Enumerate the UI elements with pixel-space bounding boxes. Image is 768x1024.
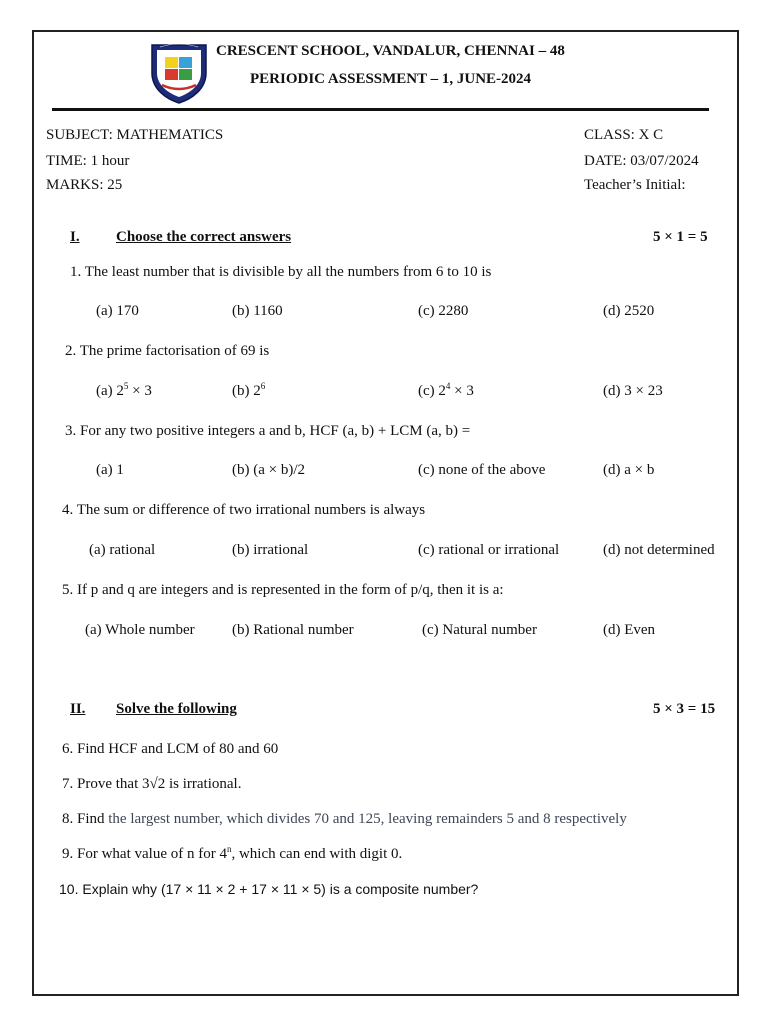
section-1-marks: 5 × 1 = 5 xyxy=(653,229,708,245)
q3-option-d: (d) a × b xyxy=(603,462,655,478)
question-8: 8. Find the largest number, which divides 70 and 125, leaving remainders 5 and 8 respectively xyxy=(62,811,627,827)
question-5: 5. If p and q are integers and is represented in the form of p/q, then it is a: xyxy=(62,582,504,598)
q1-option-c: (c) 2280 xyxy=(418,303,469,319)
section-1-number: I. xyxy=(70,229,80,245)
q1-option-b: (b) 1160 xyxy=(232,303,283,319)
section-2-marks: 5 × 3 = 15 xyxy=(653,701,716,717)
subject-label: SUBJECT: MATHEMATICS xyxy=(46,127,224,143)
question-4: 4. The sum or difference of two irrational numbers is always xyxy=(62,502,426,518)
section-2-title: Solve the following xyxy=(116,701,237,717)
question-6: 6. Find HCF and LCM of 80 and 60 xyxy=(62,741,279,757)
q4-option-b: (b) irrational xyxy=(232,542,309,558)
q2-option-b: (b) $2^6$ xyxy=(232,381,266,399)
question-3: 3. For any two positive integers a and b, HCF (a, b) + LCM (a, b) = xyxy=(65,423,471,439)
q2-option-a: (a) $2^5 \times 3$ xyxy=(96,381,152,399)
school-crest-logo xyxy=(148,39,210,105)
date-label: DATE: 03/07/2024 xyxy=(584,153,699,169)
q1-option-d: (d) 2520 xyxy=(603,303,655,319)
q5-option-c: (c) Natural number xyxy=(422,622,537,638)
question-7: 7. Prove that 3√2 is irrational. xyxy=(62,776,242,792)
q4-option-c: (c) rational or irrational xyxy=(418,542,560,558)
section-1-title: Choose the correct answers xyxy=(116,229,292,245)
marks-label: MARKS: 25 xyxy=(46,177,123,193)
q2-option-c: (c) $2^4 \times 3$ xyxy=(418,381,474,399)
q5-option-d: (d) Even xyxy=(603,622,656,638)
q1-option-a: (a) 170 xyxy=(96,303,139,319)
header-divider xyxy=(52,108,709,111)
question-2: 2. The prime factorisation of 69 is xyxy=(65,343,270,359)
class-label: CLASS: X C xyxy=(584,127,664,143)
q5-option-a: (a) Whole number xyxy=(85,622,195,638)
question-9: 9. For what value of n for 4$^n$, which can end with digit 0. xyxy=(62,844,403,862)
question-10: 10. Explain why (17 × 11 × 2 + 17 × 11 × 5) is a composite number? xyxy=(59,881,479,897)
q4-option-a: (a) rational xyxy=(89,542,156,558)
q5-option-b: (b) Rational number xyxy=(232,622,354,638)
time-label: TIME: 1 hour xyxy=(46,153,130,169)
teacher-initial-label: Teacher’s Initial: xyxy=(584,177,686,193)
q3-option-a: (a) 1 xyxy=(96,462,124,478)
school-name: CRESCENT SCHOOL, VANDALUR, CHENNAI – 48 xyxy=(216,43,565,59)
q4-option-d: (d) not determined xyxy=(603,542,715,558)
assessment-title: PERIODIC ASSESSMENT – 1, JUNE-2024 xyxy=(250,71,532,87)
section-2-number: II. xyxy=(70,701,86,717)
question-1: 1. The least number that is divisible by all the numbers from 6 to 10 is xyxy=(70,264,492,280)
q3-option-b: (b) (a × b)/2 xyxy=(232,462,306,478)
q3-option-c: (c) none of the above xyxy=(418,462,546,478)
q2-option-d: (d) 3 × 23 xyxy=(603,383,663,399)
